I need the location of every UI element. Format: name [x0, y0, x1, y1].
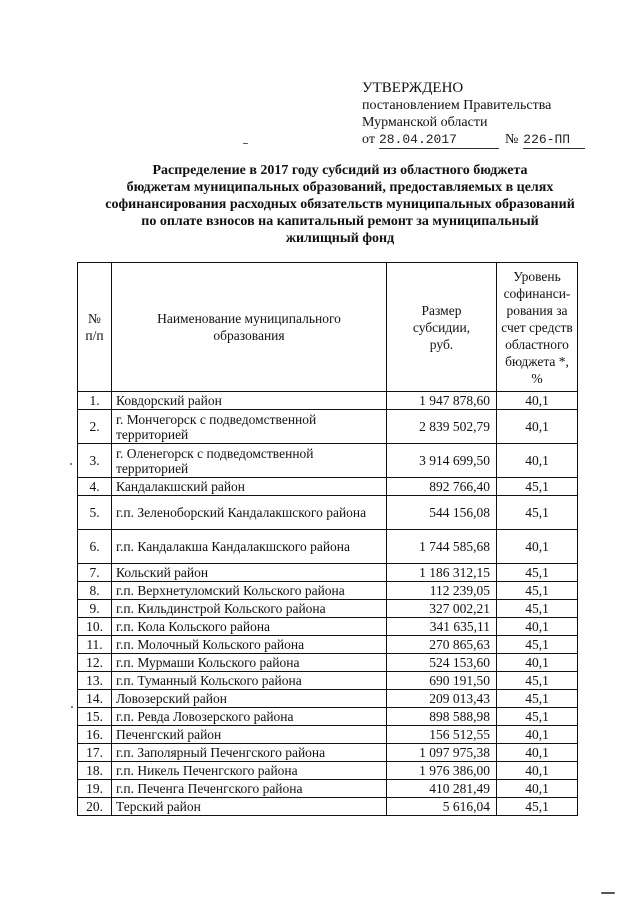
- row-level: 45,1: [497, 690, 578, 708]
- table-row: [78, 410, 578, 444]
- row-name: г.п. Туманный Кольского района: [112, 672, 387, 690]
- row-level: 40,1: [497, 392, 578, 410]
- table-row: [78, 530, 578, 564]
- row-name: г.п. Кола Кольского района: [112, 618, 387, 636]
- table-row: [78, 744, 578, 762]
- table-row: [78, 762, 578, 780]
- row-name: г.п. Верхнетуломский Кольского района: [112, 582, 387, 600]
- row-level: 45,1: [497, 600, 578, 618]
- row-amount: 898 588,98: [387, 708, 497, 726]
- row-amount: 5 616,04: [387, 798, 497, 816]
- row-amount: 156 512,55: [387, 726, 497, 744]
- table-row: [78, 582, 578, 600]
- approval-heading: УТВЕРЖДЕНО: [362, 80, 464, 96]
- row-amount: 112 239,05: [387, 582, 497, 600]
- row-num: 20.: [78, 798, 112, 816]
- row-num: 1.: [78, 392, 112, 410]
- table-row: [78, 600, 578, 618]
- row-num: 12.: [78, 654, 112, 672]
- row-name: г.п. Мурмаши Кольского района: [112, 654, 387, 672]
- row-num: 5.: [78, 496, 112, 530]
- row-amount: 410 281,49: [387, 780, 497, 798]
- table-row: [78, 392, 578, 410]
- row-amount: 892 766,40: [387, 478, 497, 496]
- title-line: софинансирования расходных обязательств муниципальных образований: [105, 197, 575, 212]
- title-line: по оплате взносов на капитальный ремонт за муниципальный: [141, 214, 539, 229]
- table-row: [78, 654, 578, 672]
- row-num: 15.: [78, 708, 112, 726]
- row-amount: 341 635,11: [387, 618, 497, 636]
- row-amount: 1 947 878,60: [387, 392, 497, 410]
- row-name: г.п. Печенга Печенгского района: [112, 780, 387, 798]
- row-level: 40,1: [497, 654, 578, 672]
- row-level: 45,1: [497, 478, 578, 496]
- row-num: 3.: [78, 444, 112, 478]
- row-amount: 1 097 975,38: [387, 744, 497, 762]
- row-amount: 2 839 502,79: [387, 410, 497, 444]
- row-name: г.п. Никель Печенгского района: [112, 762, 387, 780]
- scan-speck: [71, 706, 73, 708]
- approval-signature-line: [362, 131, 585, 149]
- row-amount: 3 914 699,50: [387, 444, 497, 478]
- row-name: г.п. Заполярный Печенгского района: [112, 744, 387, 762]
- row-name: Кандалакшский район: [112, 478, 387, 496]
- row-level: 45,1: [497, 708, 578, 726]
- row-amount: 524 153,60: [387, 654, 497, 672]
- header-name: Наименование муниципального образования: [112, 263, 387, 392]
- table-row: [78, 636, 578, 654]
- row-name: г. Оленегорск с подведомственной территорией: [112, 444, 387, 478]
- from-label: от: [362, 132, 375, 147]
- subsidy-table: [77, 262, 578, 816]
- table-row: [78, 564, 578, 582]
- document-title: [60, 162, 620, 247]
- approval-block: [362, 80, 585, 149]
- table-row: [78, 780, 578, 798]
- row-name: Печенгский район: [112, 726, 387, 744]
- row-num: 4.: [78, 478, 112, 496]
- row-level: 40,1: [497, 530, 578, 564]
- header-level: Уровень софинанси- рования за счет средств областного бюджета *, %: [497, 263, 578, 392]
- row-name: Ловозерский район: [112, 690, 387, 708]
- row-num: 2.: [78, 410, 112, 444]
- row-amount: 327 002,21: [387, 600, 497, 618]
- row-level: 40,1: [497, 444, 578, 478]
- title-line: Распределение в 2017 году субсидий из областного бюджета: [152, 163, 528, 178]
- table-row: [78, 690, 578, 708]
- table-row: [78, 478, 578, 496]
- row-amount: 690 191,50: [387, 672, 497, 690]
- row-amount: 270 865,63: [387, 636, 497, 654]
- row-level: 45,1: [497, 672, 578, 690]
- row-level: 40,1: [497, 744, 578, 762]
- row-name: Ковдорский район: [112, 392, 387, 410]
- row-num: 7.: [78, 564, 112, 582]
- table-header-row: [78, 263, 578, 392]
- row-num: 14.: [78, 690, 112, 708]
- row-num: 18.: [78, 762, 112, 780]
- row-num: 17.: [78, 744, 112, 762]
- row-num: 6.: [78, 530, 112, 564]
- row-amount: 209 013,43: [387, 690, 497, 708]
- row-num: 8.: [78, 582, 112, 600]
- header-amount: Размер субсидии, руб.: [387, 263, 497, 392]
- row-level: 40,1: [497, 780, 578, 798]
- scan-speck: [601, 892, 615, 894]
- row-name: г.п. Зеленоборский Кандалакшского района: [112, 496, 387, 530]
- table-row: [78, 496, 578, 530]
- table-row: [78, 726, 578, 744]
- row-level: 45,1: [497, 636, 578, 654]
- row-name: Кольский район: [112, 564, 387, 582]
- row-num: 13.: [78, 672, 112, 690]
- scan-speck: [243, 143, 248, 144]
- row-amount: 1 976 386,00: [387, 762, 497, 780]
- table-row: [78, 444, 578, 478]
- row-name: Терский район: [112, 798, 387, 816]
- row-name: г.п. Ревда Ловозерского района: [112, 708, 387, 726]
- row-num: 10.: [78, 618, 112, 636]
- number-label: №: [504, 132, 519, 147]
- row-amount: 1 744 585,68: [387, 530, 497, 564]
- row-level: 45,1: [497, 798, 578, 816]
- row-num: 9.: [78, 600, 112, 618]
- approval-line-2: Мурманской области: [362, 115, 488, 130]
- row-name: г. Мончегорск с подведомственной территорией: [112, 410, 387, 444]
- row-num: 16.: [78, 726, 112, 744]
- row-amount: 544 156,08: [387, 496, 497, 530]
- approval-number: 226-ПП: [523, 131, 585, 149]
- row-level: 40,1: [497, 618, 578, 636]
- table-row: [78, 798, 578, 816]
- table-row: [78, 672, 578, 690]
- row-num: 11.: [78, 636, 112, 654]
- row-num: 19.: [78, 780, 112, 798]
- header-num: № п/п: [78, 263, 112, 392]
- row-name: г.п. Кильдинстрой Кольского района: [112, 600, 387, 618]
- row-amount: 1 186 312,15: [387, 564, 497, 582]
- approval-line-1: постановлением Правительства: [362, 98, 552, 113]
- title-line: жилищный фонд: [285, 231, 395, 246]
- row-name: г.п. Молочный Кольского района: [112, 636, 387, 654]
- title-line: бюджетам муниципальных образований, предоставляемых в целях: [126, 180, 554, 195]
- row-name: г.п. Кандалакша Кандалакшского района: [112, 530, 387, 564]
- row-level: 45,1: [497, 496, 578, 530]
- row-level: 45,1: [497, 582, 578, 600]
- scan-speck: [70, 463, 72, 465]
- row-level: 40,1: [497, 726, 578, 744]
- approval-date: 28.04.2017: [379, 131, 499, 149]
- row-level: 40,1: [497, 762, 578, 780]
- table-row: [78, 708, 578, 726]
- row-level: 45,1: [497, 564, 578, 582]
- row-level: 40,1: [497, 410, 578, 444]
- table-row: [78, 618, 578, 636]
